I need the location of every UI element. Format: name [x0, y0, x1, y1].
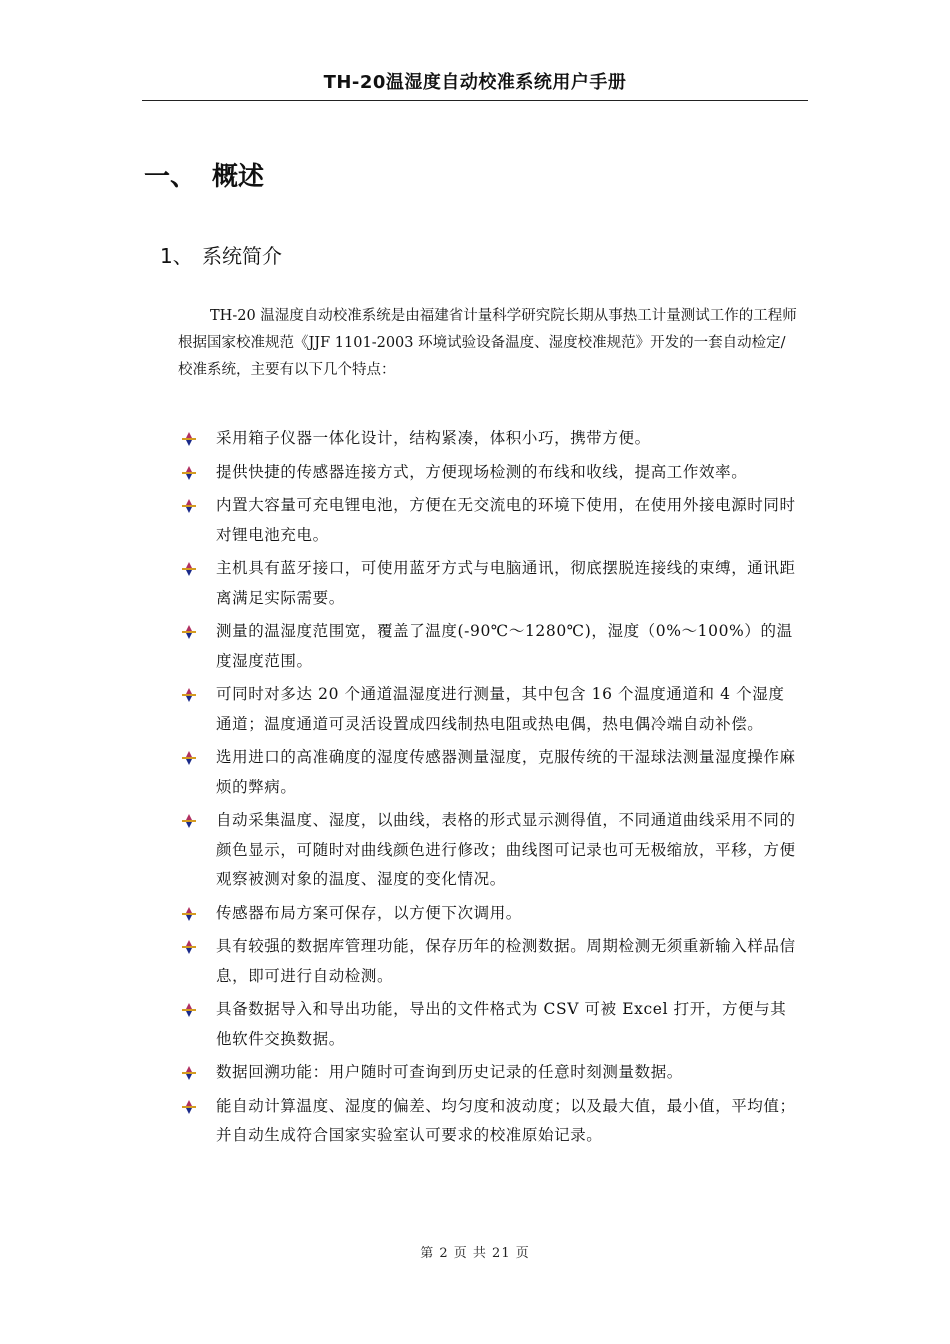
cross-bullet-icon — [182, 1066, 196, 1080]
cross-bullet-icon — [182, 1100, 196, 1114]
cross-bullet-icon — [182, 625, 196, 639]
feature-text: 测量的温湿度范围宽，覆盖了温度(-90℃～1280℃)，湿度（0%～100%）的温度湿度范围。 — [216, 622, 793, 670]
running-header — [142, 66, 808, 101]
subsection-number: 1、 — [160, 243, 193, 268]
feature-item — [178, 743, 798, 802]
feature-item — [178, 424, 798, 454]
subsection-title: 系统简介 — [202, 243, 282, 268]
feature-item — [178, 554, 798, 613]
feature-text: 内置大容量可充电锂电池，方便在无交流电的环境下使用，在使用外接电源时同时对锂电池充电。 — [216, 496, 796, 544]
cross-bullet-icon — [182, 940, 196, 954]
feature-item — [178, 899, 798, 929]
feature-item — [178, 932, 798, 991]
feature-text: 可同时对多达 20 个通道温湿度进行测量，其中包含 16 个温度通道和 4 个湿度通道；温度通道可灵活设置成四线制热电阻或热电偶，热电偶冷端自动补偿。 — [216, 685, 785, 733]
page-footer: 第 2 页 共 21 页 — [420, 1246, 530, 1261]
cross-bullet-icon — [182, 751, 196, 765]
intro-paragraph: TH-20 温湿度自动校准系统是由福建省计量科学研究院长期从事热工计量测试工作的工程师根据国家校准规范《JJF 1101-2003 环境试验设备温度、湿度校准规范》开发的一套自动检定/校准系统，主要有以下几个特点： — [178, 308, 797, 378]
feature-item — [178, 617, 798, 676]
cross-bullet-icon — [182, 432, 196, 446]
cross-bullet-icon — [182, 466, 196, 480]
feature-item — [178, 680, 798, 739]
feature-item — [178, 1092, 798, 1151]
feature-text: 能自动计算温度、湿度的偏差、均匀度和波动度；以及最大值，最小值，平均值；并自动生成符合国家实验室认可要求的校准原始记录。 — [216, 1096, 796, 1144]
feature-item — [178, 491, 798, 550]
feature-item — [178, 806, 798, 895]
feature-text: 具有较强的数据库管理功能，保存历年的检测数据。周期检测无须重新输入样品信息，即可进行自动检测。 — [216, 937, 796, 985]
cross-bullet-icon — [182, 562, 196, 576]
subsection-heading — [160, 238, 282, 270]
cross-bullet-icon — [182, 499, 196, 513]
feature-item — [178, 458, 798, 488]
section-title: 概述 — [212, 161, 265, 192]
feature-list — [178, 424, 798, 1155]
feature-text: 主机具有蓝牙接口，可使用蓝牙方式与电脑通讯，彻底摆脱连接线的束缚，通讯距离满足实际需要。 — [216, 559, 796, 607]
cross-bullet-icon — [182, 907, 196, 921]
feature-text: 具备数据导入和导出功能，导出的文件格式为 CSV 可被 Excel 打开，方便与其他软件交换数据。 — [216, 1000, 787, 1048]
feature-text: 传感器布局方案可保存，以方便下次调用。 — [216, 903, 522, 922]
header-title: TH-20温湿度自动校准系统用户手册 — [323, 72, 627, 93]
section-number: 一、 — [144, 161, 197, 192]
cross-bullet-icon — [182, 1003, 196, 1017]
section-heading — [144, 152, 264, 196]
feature-text: 自动采集温度、湿度，以曲线，表格的形式显示测得值，不同通道曲线采用不同的颜色显示，可随时对曲线颜色进行修改；曲线图可记录也可无极缩放，平移，方便观察被测对象的温度、湿度的变化情况。 — [216, 811, 796, 888]
feature-text: 数据回溯功能：用户随时可查询到历史记录的任意时刻测量数据。 — [216, 1063, 683, 1081]
feature-item — [178, 1058, 798, 1088]
cross-bullet-icon — [182, 814, 196, 828]
feature-text: 采用箱子仪器一体化设计，结构紧凑，体积小巧，携带方便。 — [216, 429, 651, 447]
feature-item — [178, 995, 798, 1054]
cross-bullet-icon — [182, 688, 196, 702]
feature-text: 选用进口的高准确度的湿度传感器测量湿度，克服传统的干湿球法测量湿度操作麻烦的弊病。 — [216, 748, 796, 796]
feature-text: 提供快捷的传感器连接方式，方便现场检测的布线和收线，提高工作效率。 — [216, 462, 748, 481]
